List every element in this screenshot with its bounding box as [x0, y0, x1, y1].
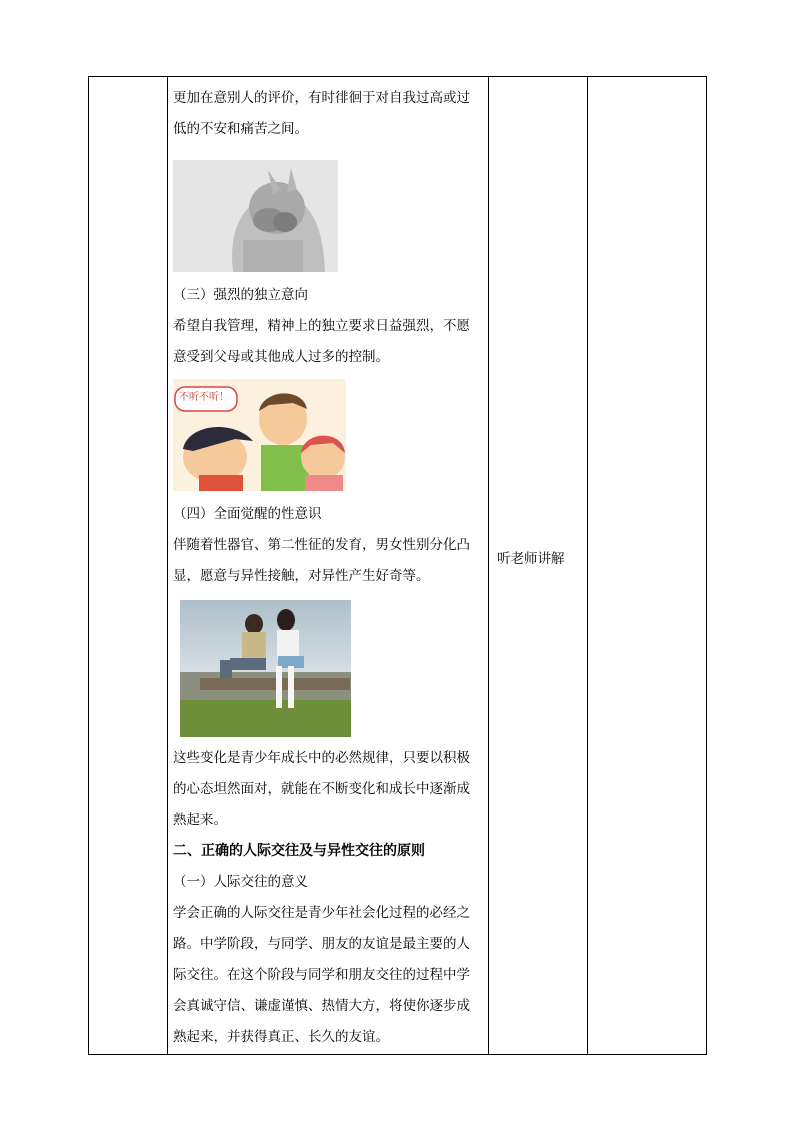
column-divider	[167, 77, 168, 1054]
section-2-title: 二、正确的人际交往及与异性交往的原则	[173, 843, 425, 859]
teaching-content-cell	[173, 83, 481, 1053]
comic-illustration	[173, 379, 346, 491]
section-4-heading: （四）全面觉醒的性意识	[173, 506, 322, 522]
section-2-1-paragraph: 学会正确的人际交往是青少年社会化过程的必经之路。中学阶段，与同学、朋友的友谊是最主要的人际交往。在这个阶段与同学和朋友交往的过程中学会真诚守信、谦虚谨慎、热情大方，将使你逐步成熟起来，并获得真正、长久的友谊。	[173, 905, 470, 1045]
section-4-paragraph: 伴随着性器官、第二性征的发育，男女性别分化凸显，愿意与异性接触，对异性产生好奇等。	[173, 537, 470, 584]
summary-paragraph: 这些变化是青少年成长中的必然规律，只要以积极的心态坦然面对，就能在不断变化和成长中逐渐成熟起来。	[173, 750, 470, 828]
intro-paragraph: 更加在意别人的评价，有时徘徊于对自我过高或过低的不安和痛苦之间。	[173, 90, 470, 137]
lesson-table	[88, 76, 707, 1055]
comic-speech-text: 不听不听！	[179, 392, 229, 403]
column-divider	[488, 77, 489, 1054]
student-activity-text: 听老师讲解	[497, 551, 565, 567]
upset-girl-photo	[173, 160, 338, 272]
section-2-1-heading: （一）人际交往的意义	[173, 874, 308, 890]
teens-sitting-photo	[180, 600, 351, 737]
column-divider	[587, 77, 588, 1054]
section-3-heading: （三）强烈的独立意向	[173, 287, 308, 303]
section-3-paragraph: 希望自我管理，精神上的独立要求日益强烈，不愿意受到父母或其他成人过多的控制。	[173, 318, 470, 365]
